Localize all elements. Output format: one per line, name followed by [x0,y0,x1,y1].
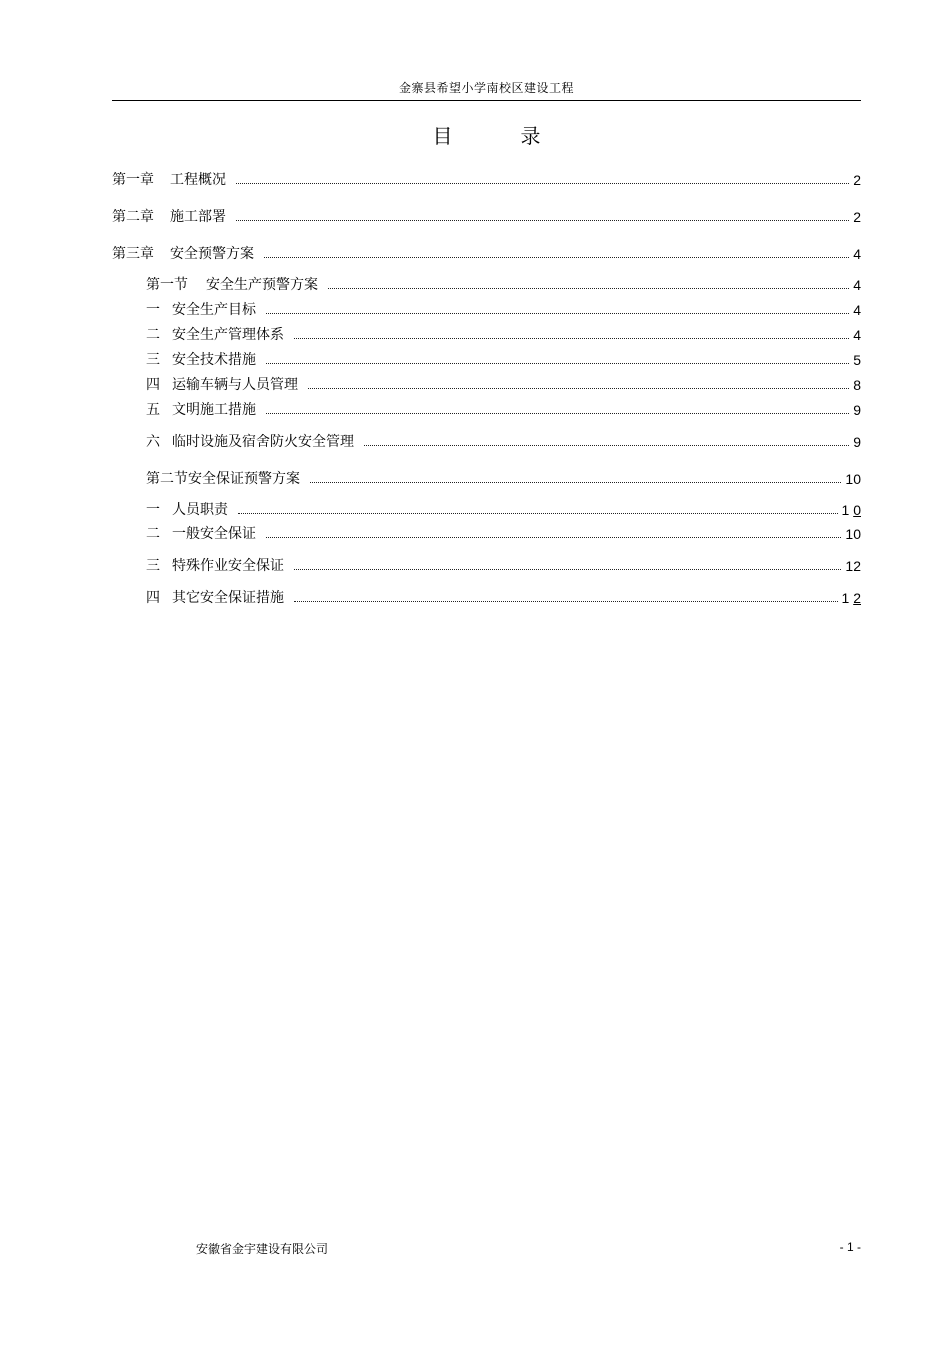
toc-entry-page [845,525,861,543]
toc-heading [112,124,861,148]
toc-entry[interactable] [146,349,861,369]
toc-entry-number: 第二章 [112,209,154,225]
toc-entry-page [845,470,861,488]
toc-heading-char-1: 目 [432,124,453,148]
running-header-title: 金寨县希望小学南校区建设工程 [398,81,574,95]
toc-entry-number: 二 [146,526,160,542]
toc-entry[interactable] [146,399,861,419]
toc-entry-page [842,501,861,519]
toc-page-number: 8 [853,377,861,393]
toc-entry-number: 四 [146,590,160,606]
toc-entry-page [853,326,861,344]
toc-dot-leader [236,220,849,221]
toc-page-number: 5 [853,352,861,368]
toc-entry-title: 临时设施及宿舍防火安全管理 [172,434,354,450]
toc-entry[interactable] [112,206,861,226]
toc-dot-leader [294,569,841,570]
toc-entry-page [853,376,861,394]
toc-entry-number: 四 [146,377,160,393]
toc-dot-leader [310,482,841,483]
toc-entry[interactable] [146,468,861,488]
toc-dot-leader [308,388,849,389]
toc-dot-leader [294,601,838,602]
toc-entry[interactable] [146,274,861,294]
toc-page-number: 2 [853,172,861,188]
toc-entry-number: 三 [146,558,160,574]
toc-page-number: 4 [853,302,861,318]
toc-entry-number: 五 [146,402,160,418]
toc-entry-title: 文明施工措施 [172,402,256,418]
toc-entry-title: 特殊作业安全保证 [172,558,284,574]
toc-entry-title: 施工部署 [170,209,226,225]
toc-page-number: 1 [841,502,854,518]
toc-page-number: 4 [853,277,861,293]
toc-entry-title: 运输车辆与人员管理 [172,377,298,393]
toc-entry-page [853,245,861,263]
toc-dot-leader [238,513,838,514]
toc-page-number: 1 [841,590,854,606]
toc-entry-title: 安全技术措施 [172,352,256,368]
toc-heading-char-2: 录 [520,124,541,148]
toc-entry[interactable] [146,587,861,607]
toc-page-number: 12 [845,558,861,574]
toc-entry[interactable] [146,523,861,543]
toc-entry-page [853,171,861,189]
toc-entry-number: 第一章 [112,172,154,188]
toc-entry-title: 人员职责 [172,502,228,518]
toc-entry-title: 安全生产预警方案 [206,277,318,293]
toc-page-number-underlined: 2 [853,590,861,606]
toc-entry-number: 第一节 [146,277,188,293]
toc-entry-page [853,401,861,419]
toc-dot-leader [236,183,849,184]
toc-entry[interactable] [112,243,861,263]
toc-dot-leader [364,445,849,446]
toc-entry[interactable] [146,299,861,319]
toc-entry-page [853,433,861,451]
toc-entry[interactable] [146,555,861,575]
toc-entry-number: 第三章 [112,246,154,262]
toc-entry-title: 安全预警方案 [170,246,254,262]
toc-dot-leader [266,413,849,414]
toc-entry-number: 二 [146,327,160,343]
toc-dot-leader [266,537,841,538]
toc-entry[interactable] [146,499,861,519]
toc-entry-page [853,276,861,294]
toc-entry-title: 一般安全保证 [172,526,256,542]
toc-entry[interactable] [146,431,861,451]
toc-page-number: 10 [845,471,861,487]
toc-entry-page [853,301,861,319]
toc-entry-number: 一 [146,502,160,518]
toc-entry-title: 工程概况 [170,172,226,188]
toc-dot-leader [264,257,849,258]
footer-company: 安徽省金宇建设有限公司 [196,1242,329,1256]
toc-entry-page [842,589,861,607]
toc-page-number-underlined: 0 [853,502,861,518]
toc-dot-leader [266,363,849,364]
toc-entry-number: 三 [146,352,160,368]
toc-entry-title: 安全生产管理体系 [172,327,284,343]
toc-page-number: 4 [853,246,861,262]
toc-page-number: 9 [853,434,861,450]
toc-entry-page [853,208,861,226]
toc-entry-page [845,557,861,575]
toc-entry-number: 六 [146,434,160,450]
toc-page-number: 9 [853,402,861,418]
toc-dot-leader [328,288,849,289]
toc-entry-page [853,351,861,369]
toc-entry-title: 第二节安全保证预警方案 [146,471,300,487]
header-rule [112,100,861,101]
toc-entry[interactable] [146,374,861,394]
toc-entry[interactable] [112,169,861,189]
toc-page-number: 10 [845,526,861,542]
toc-entry[interactable] [146,324,861,344]
toc-entry-title: 安全生产目标 [172,302,256,318]
toc-entry-title: 其它安全保证措施 [172,590,284,606]
toc-entry-number: 一 [146,302,160,318]
toc-page-number: 2 [853,209,861,225]
toc-dot-leader [266,313,849,314]
footer-page-number: - 1 - [839,1240,861,1254]
toc-page-number: 4 [853,327,861,343]
toc-dot-leader [294,338,849,339]
